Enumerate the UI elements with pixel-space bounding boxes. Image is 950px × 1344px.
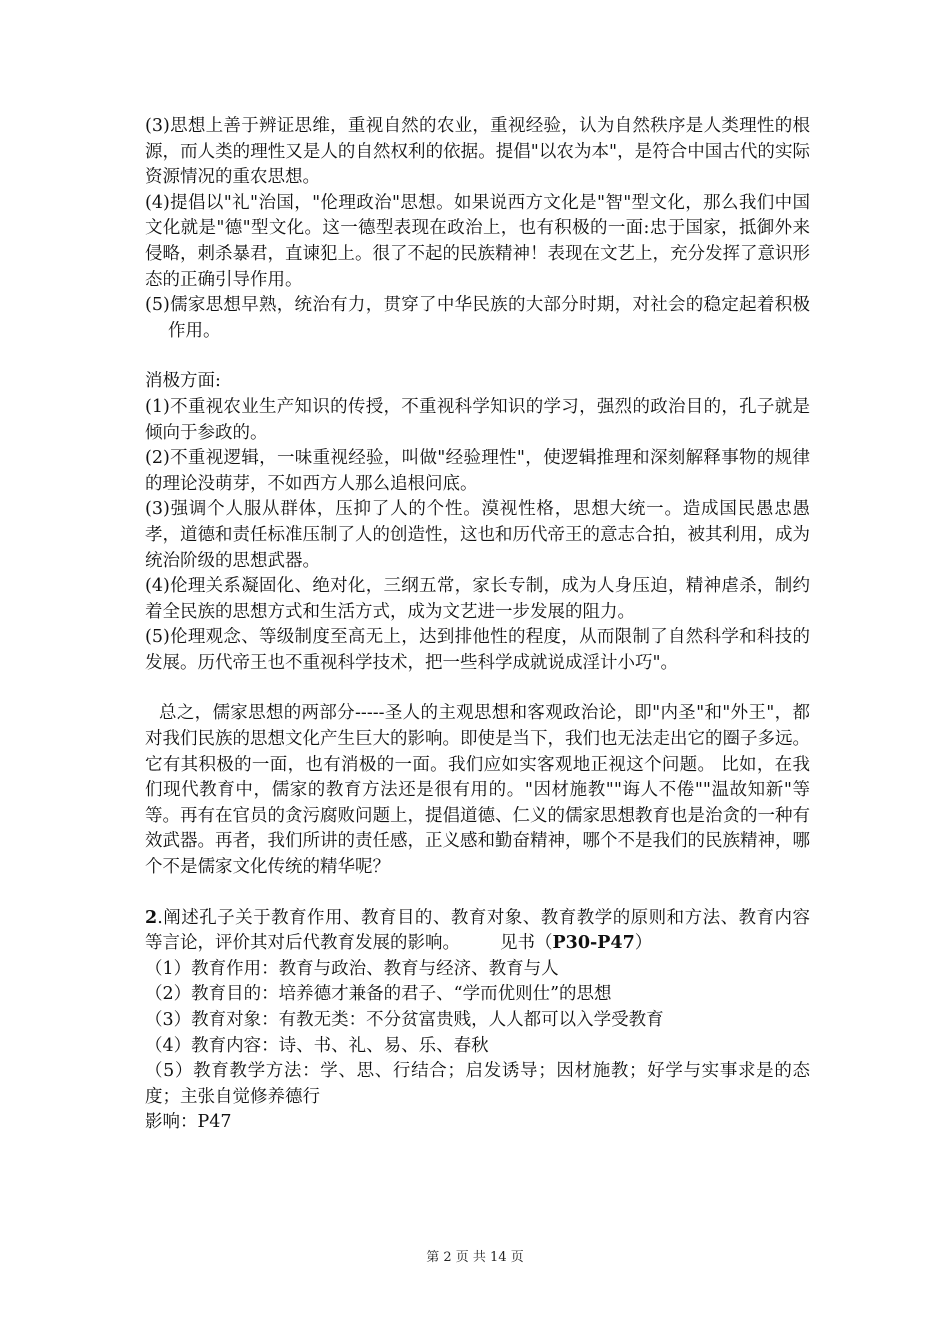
book-ref-suffix: ） — [634, 933, 653, 954]
negative-item-2: (2)不重视逻辑，一味重视经验，叫做"经验理性"，使逻辑推理和深刻解释事物的规律的理论没萌芽，不如西方人那么追根问底。 — [145, 448, 810, 494]
summary-paragraph: 总之，儒家思想的两部分-----圣人的主观思想和客观政治论，即"内圣"和"外王"，都对我们民族的思想文化产生巨大的影响。即使是当下，我们也无法走出它的圈子多远。它有其积极的一面，也有消极的一面。我们应如实客观地正视这个问题。 比如，在我们现代教育中，儒家的教育方法还是很有用的。"因材施教""诲人不倦""温故知新"等等。再有在官员的贪污腐败问题上，提倡道德、仁义的儒家思想教育也是治贪的一种有效武器。再者，我们所讲的责任感，正义感和勤奋精神，哪个不是我们的民族精神，哪个不是儒家文化传统的精华呢？ — [145, 703, 810, 878]
negative-heading: 消极方面: — [145, 371, 221, 392]
negative-item-4: (4)伦理关系凝固化、绝对化，三纲五常，家长专制，成为人身压迫，精神虐杀，制约着全民族的思想方式和生活方式，成为文艺进一步发展的阻力。 — [145, 576, 810, 622]
answer-item-5: （5）教育教学方法：学、思、行结合；启发诱导；因材施教；好学与实事求是的态度；主张自觉修养德行 — [145, 1061, 810, 1107]
document-body — [145, 114, 810, 1136]
negative-item-1: (1)不重视农业生产知识的传授，不重视科学知识的学习，强烈的政治目的，孔子就是倾向于参政的。 — [145, 396, 810, 443]
positive-item-4: (4)提倡以"礼"治国，"伦理政治"思想。如果说西方文化是"智"型文化，那么我们中国文化就是"德"型文化。这一德型表现在政治上，也有积极的一面:忠于国家，抵御外来侵略，刺杀暴君，直谏犯上。很了不起的民族精神！表现在文艺上，充分发挥了意识形态的正确引导作用。 — [145, 192, 810, 290]
negative-item-5: (5)伦理观念、等级制度至高无上，达到排他性的程度，从而限制了自然科学和科技的发展。历代帝王也不重视科学技术，把一些科学成就说成淫计小巧"。 — [145, 627, 810, 673]
book-ref-pages: P30-P47 — [552, 933, 635, 954]
positive-item-5: (5)儒家思想早熟，统治有力，贯穿了中华民族的大部分时期，对社会的稳定起着积极作用。 — [145, 295, 810, 341]
blank-line — [145, 881, 810, 906]
page-footer: 第 2 页 共 14 页 — [426, 1250, 524, 1265]
book-ref-prefix: 见书（ — [500, 933, 553, 954]
question-text: .阐述孔子关于教育作用、教育目的、教育对象、教育教学的原则和方法、教育内容等言论，评价其对后代教育发展的影响。 — [145, 907, 810, 954]
question-number: 2 — [145, 907, 158, 928]
answer-item-2: （2）教育目的：培养德才兼备的君子、“学而优则仕”的思想 — [145, 984, 612, 1005]
influence-line: 影响：P47 — [145, 1112, 232, 1133]
blank-line — [145, 676, 810, 701]
negative-item-3: (3)强调个人服从群体，压抑了人的个性。漠视性格，思想大统一。造成国民愚忠愚孝，道德和责任标准压制了人的创造性，这也和历代帝王的意志合拍，被其利用，成为统治阶级的思想武器。 — [145, 499, 810, 571]
positive-item-3: (3)思想上善于辨证思维，重视自然的农业，重视经验，认为自然秩序是人类理性的根源，而人类的理性又是人的自然权利的依据。提倡"以农为本"，是符合中国古代的实际资源情况的重农思想。 — [145, 116, 810, 188]
question-2-prompt — [145, 906, 810, 957]
answer-item-1: （1）教育作用：教育与政治、教育与经济、教育与人 — [145, 958, 559, 979]
answer-item-4: （4）教育内容：诗、书、礼、易、乐、春秋 — [145, 1035, 489, 1056]
answer-item-3: （3）教育对象：有教无类：不分贫富贵贱，人人都可以入学受教育 — [145, 1010, 664, 1030]
blank-line — [145, 344, 810, 369]
